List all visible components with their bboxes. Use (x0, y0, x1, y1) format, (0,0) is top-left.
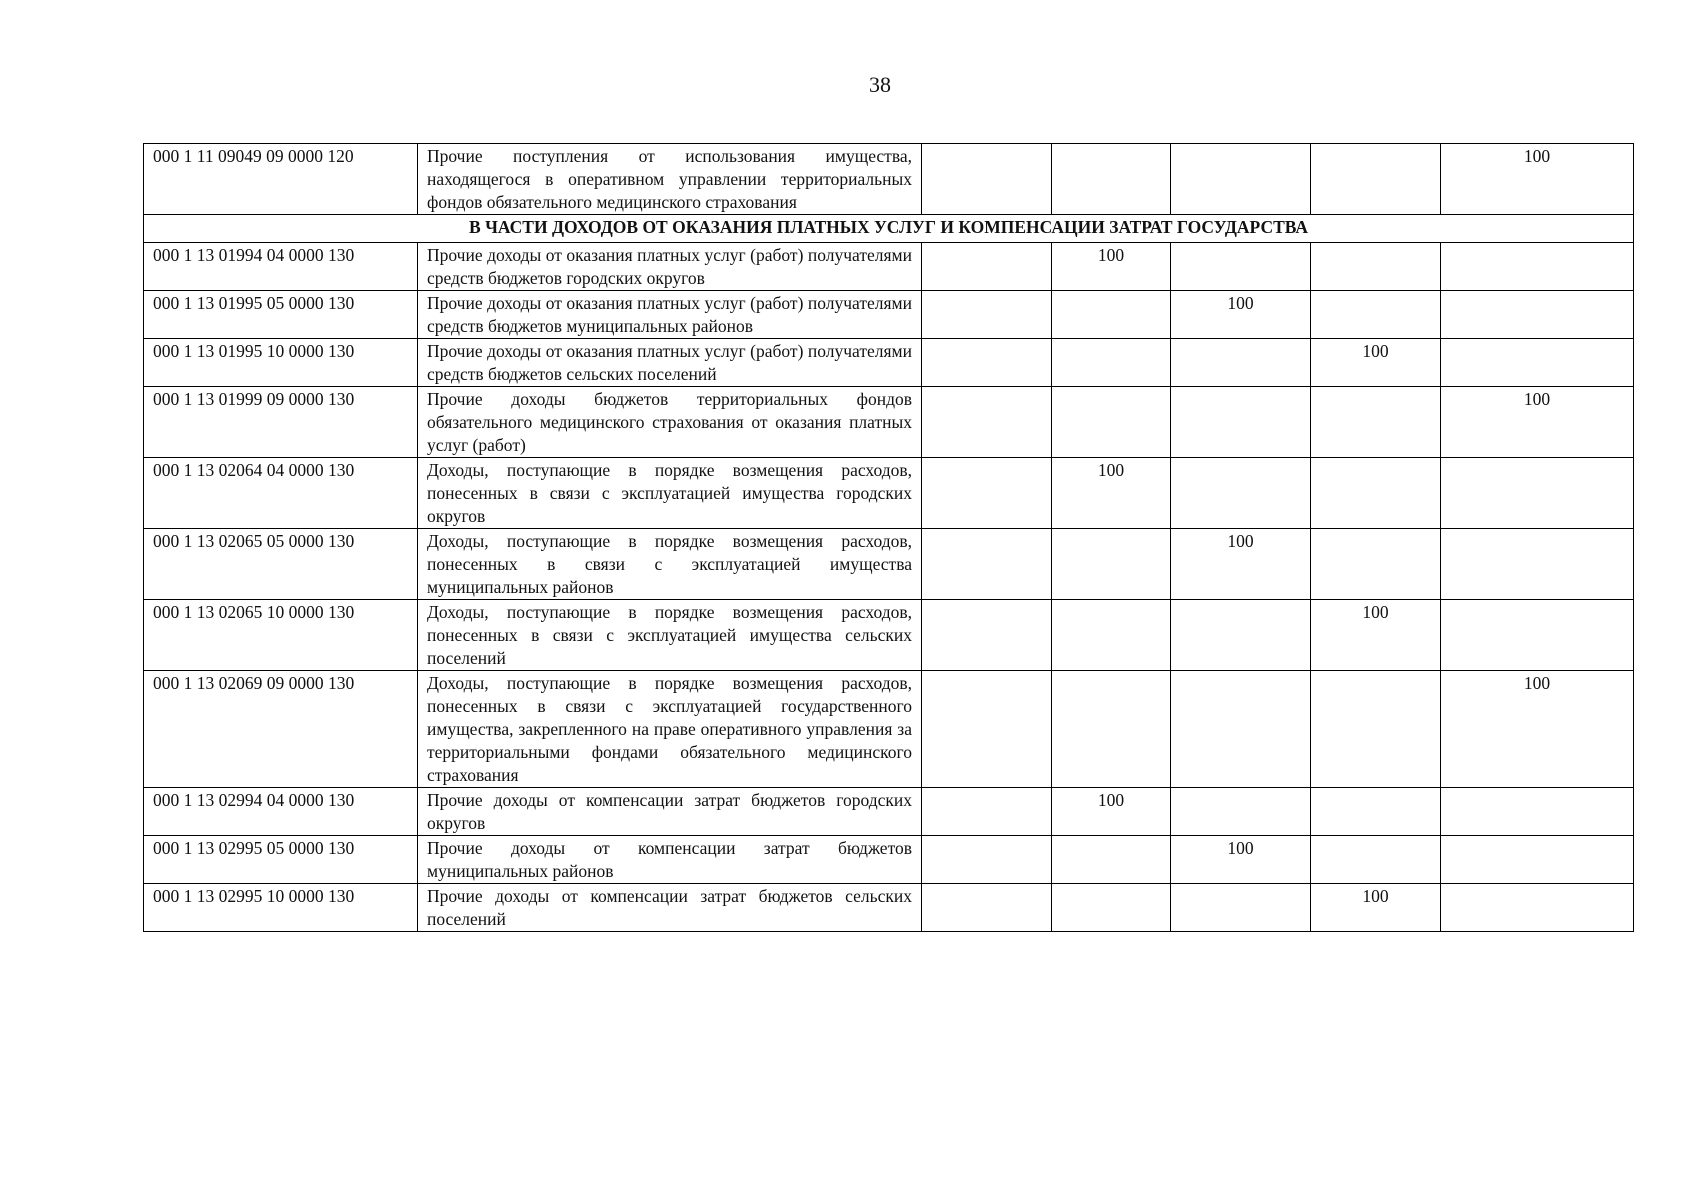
percent-cell (1311, 671, 1441, 788)
percent-cell (1441, 291, 1634, 339)
table-row (144, 671, 1634, 788)
rows-before-section (144, 144, 1634, 215)
percent-cell (1311, 458, 1441, 529)
percent-cell (1311, 291, 1441, 339)
description-cell: Доходы, поступающие в порядке возмещения расходов, понесенных в связи с эксплуатацией государственного имущества, закрепленного на праве оперативного управления за территориальными фондами обязательного медицинского страхования (418, 671, 922, 788)
percent-cell (1441, 788, 1634, 836)
percent-cell (1311, 243, 1441, 291)
table-row (144, 884, 1634, 932)
percent-cell (1052, 671, 1171, 788)
percent-cell (922, 387, 1052, 458)
percent-cell (1052, 291, 1171, 339)
percent-cell (1052, 836, 1171, 884)
budget-code-cell: 000 1 13 02994 04 0000 130 (144, 788, 418, 836)
percent-cell (1441, 458, 1634, 529)
percent-cell (922, 600, 1052, 671)
percent-cell (1311, 529, 1441, 600)
budget-code-cell: 000 1 13 02065 10 0000 130 (144, 600, 418, 671)
description-cell: Прочие доходы от оказания платных услуг (работ) получателями средств бюджетов муниципальных районов (418, 291, 922, 339)
percent-cell (922, 339, 1052, 387)
percent-cell (1171, 671, 1311, 788)
budget-code-cell: 000 1 13 02064 04 0000 130 (144, 458, 418, 529)
budget-code-cell: 000 1 13 02995 05 0000 130 (144, 836, 418, 884)
percent-cell (1171, 387, 1311, 458)
revenue-distribution-table (143, 143, 1634, 932)
percent-cell (1171, 788, 1311, 836)
budget-code-cell: 000 1 13 02065 05 0000 130 (144, 529, 418, 600)
percent-cell (1441, 836, 1634, 884)
table-row (144, 291, 1634, 339)
table-row (144, 458, 1634, 529)
table-row (144, 788, 1634, 836)
percent-cell (1311, 387, 1441, 458)
percent-cell (922, 836, 1052, 884)
percent-cell (1052, 600, 1171, 671)
description-cell: Прочие доходы от компенсации затрат бюджетов муниципальных районов (418, 836, 922, 884)
description-cell: Прочие поступления от использования имущества, находящегося в оперативном управлении территориальных фондов обязательного медицинского страхования (418, 144, 922, 215)
percent-cell (1311, 144, 1441, 215)
percent-cell: 100 (1052, 243, 1171, 291)
percent-cell (922, 291, 1052, 339)
description-cell: Прочие доходы от оказания платных услуг (работ) получателями средств бюджетов городских округов (418, 243, 922, 291)
table-row (144, 243, 1634, 291)
section-header-group (144, 215, 1634, 243)
percent-cell (1441, 884, 1634, 932)
percent-cell: 100 (1441, 671, 1634, 788)
description-cell: Доходы, поступающие в порядке возмещения расходов, понесенных в связи с эксплуатацией имущества сельских поселений (418, 600, 922, 671)
percent-cell: 100 (1441, 387, 1634, 458)
budget-code-cell: 000 1 13 02069 09 0000 130 (144, 671, 418, 788)
table-row (144, 339, 1634, 387)
percent-cell (1441, 339, 1634, 387)
percent-cell (1311, 836, 1441, 884)
percent-cell (1311, 788, 1441, 836)
table-row (144, 144, 1634, 215)
budget-code-cell: 000 1 13 02995 10 0000 130 (144, 884, 418, 932)
table-row (144, 529, 1634, 600)
percent-cell: 100 (1171, 529, 1311, 600)
table-row (144, 387, 1634, 458)
percent-cell (1171, 458, 1311, 529)
percent-cell (1441, 600, 1634, 671)
percent-cell (1052, 884, 1171, 932)
budget-code-cell: 000 1 13 01995 05 0000 130 (144, 291, 418, 339)
description-cell: Прочие доходы бюджетов территориальных фондов обязательного медицинского страхования от оказания платных услуг (работ) (418, 387, 922, 458)
percent-cell: 100 (1441, 144, 1634, 215)
budget-code-cell: 000 1 13 01995 10 0000 130 (144, 339, 418, 387)
rows-after-section (144, 243, 1634, 932)
section-header-row (144, 215, 1634, 243)
percent-cell (1441, 529, 1634, 600)
percent-cell: 100 (1171, 291, 1311, 339)
percent-cell (1441, 243, 1634, 291)
percent-cell: 100 (1052, 458, 1171, 529)
percent-cell (922, 788, 1052, 836)
description-cell: Прочие доходы от компенсации затрат бюджетов городских округов (418, 788, 922, 836)
percent-cell (922, 243, 1052, 291)
percent-cell (1052, 529, 1171, 600)
percent-cell (922, 144, 1052, 215)
percent-cell (1052, 339, 1171, 387)
percent-cell (1171, 339, 1311, 387)
percent-cell (922, 458, 1052, 529)
table-row (144, 600, 1634, 671)
percent-cell (922, 884, 1052, 932)
page-number: 38 (869, 72, 891, 97)
percent-cell (1052, 387, 1171, 458)
percent-cell: 100 (1171, 836, 1311, 884)
percent-cell (1171, 600, 1311, 671)
percent-cell (922, 671, 1052, 788)
description-cell: Прочие доходы от оказания платных услуг (работ) получателями средств бюджетов сельских поселений (418, 339, 922, 387)
description-cell: Доходы, поступающие в порядке возмещения расходов, понесенных в связи с эксплуатацией имущества муниципальных районов (418, 529, 922, 600)
percent-cell (1052, 144, 1171, 215)
percent-cell (1171, 243, 1311, 291)
budget-code-cell: 000 1 13 01999 09 0000 130 (144, 387, 418, 458)
percent-cell: 100 (1311, 884, 1441, 932)
percent-cell (1171, 144, 1311, 215)
description-cell: Доходы, поступающие в порядке возмещения расходов, понесенных в связи с эксплуатацией имущества городских округов (418, 458, 922, 529)
percent-cell (1171, 884, 1311, 932)
budget-code-cell: 000 1 11 09049 09 0000 120 (144, 144, 418, 215)
percent-cell: 100 (1052, 788, 1171, 836)
percent-cell (922, 529, 1052, 600)
table-row (144, 836, 1634, 884)
budget-code-cell: 000 1 13 01994 04 0000 130 (144, 243, 418, 291)
description-cell: Прочие доходы от компенсации затрат бюджетов сельских поселений (418, 884, 922, 932)
percent-cell: 100 (1311, 600, 1441, 671)
section-title: В ЧАСТИ ДОХОДОВ ОТ ОКАЗАНИЯ ПЛАТНЫХ УСЛУГ И КОМПЕНСАЦИИ ЗАТРАТ ГОСУДАРСТВА (144, 215, 1634, 243)
percent-cell: 100 (1311, 339, 1441, 387)
